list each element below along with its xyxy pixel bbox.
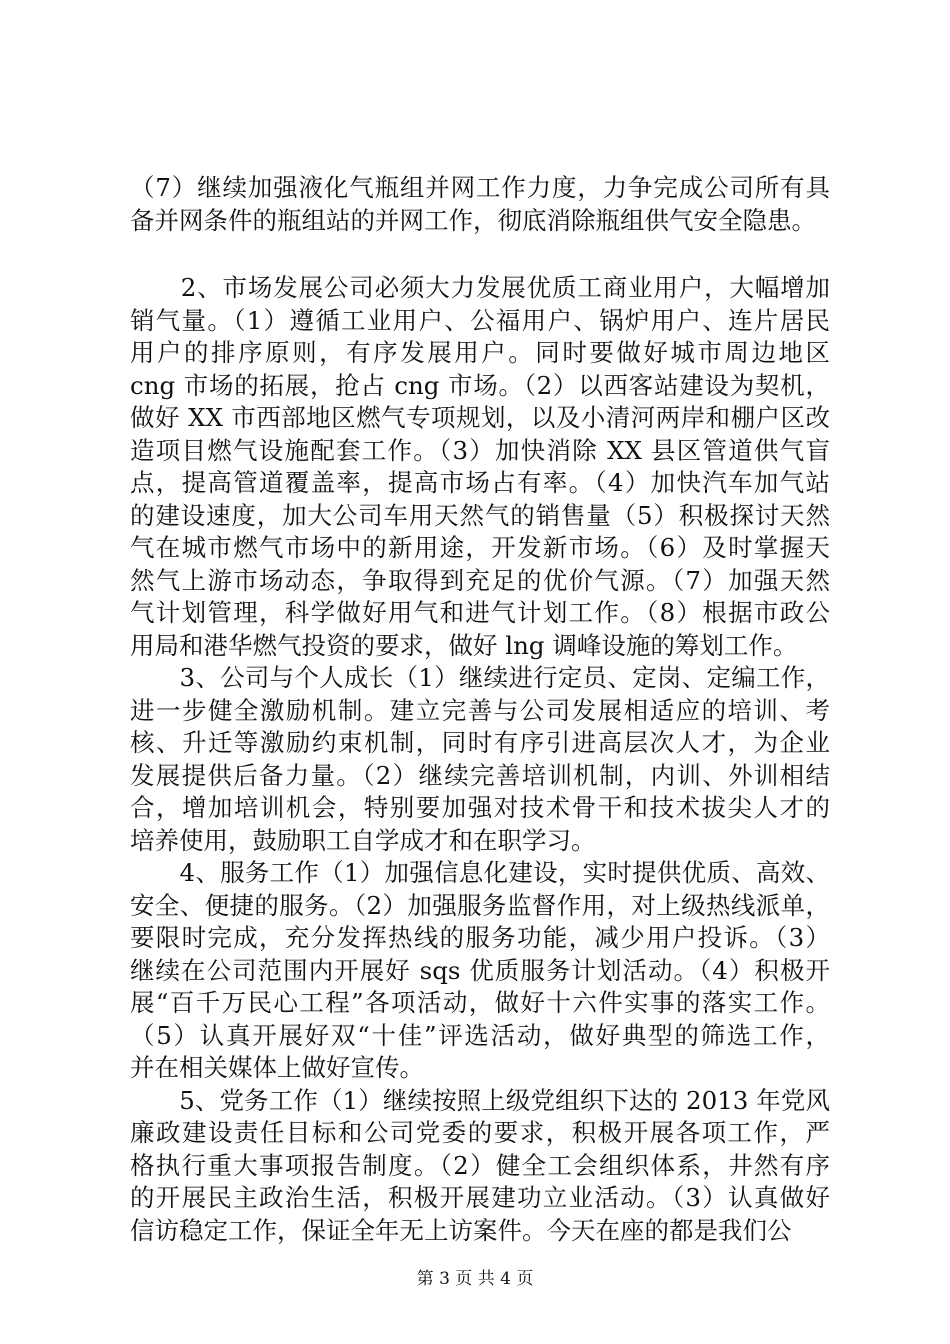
text-line: 备并网条件的瓶组站的并网工作，彻底消除瓶组供气安全隐患。	[130, 205, 816, 235]
text-line: 信访稳定工作，保证全年无上访案件。今天在座的都是我们公	[130, 1215, 792, 1245]
text-line: （5）认真开展好双“十佳”评选活动，做好典型的筛选工作，	[130, 1020, 830, 1050]
text-line: 4、服务工作（1）加强信息化建设，实时提供优质、高效、	[130, 858, 830, 887]
text-line: 用户的排序原则，有序发展用户。同时要做好城市周边地区	[130, 338, 830, 367]
text-line: 进一步健全激励机制。建立完善与公司发展相适应的培训、考	[130, 695, 830, 725]
text-line: 点，提高管道覆盖率，提高市场占有率。（4）加快汽车加气站	[130, 468, 830, 497]
text-line: 气计划管理，科学做好用气和进气计划工作。（8）根据市政公	[130, 598, 830, 627]
page-footer: 第 3 页 共 4 页	[416, 1269, 534, 1289]
text-line: 用局和港华燃气投资的要求，做好 lng 调峰设施的筹划工作。	[130, 630, 798, 660]
text-line: 并在相关媒体上做好宣传。	[130, 1053, 424, 1082]
text-line: 培养使用，鼓励职工自学成才和在职学习。	[130, 825, 596, 855]
text-line: 做好 XX 市西部地区燃气专项规划，以及小清河两岸和棚户区改	[130, 403, 830, 432]
text-line: 发展提供后备力量。（2）继续完善培训机制，内训、外训相结	[130, 760, 830, 790]
text-line: 3、公司与个人成长（1）继续进行定员、定岗、定编工作，	[130, 663, 830, 692]
text-line: 安全、便捷的服务。（2）加强服务监督作用，对上级热线派单，	[130, 890, 830, 920]
document-body	[130, 172, 830, 1247]
text-line: 的建设速度，加大公司车用天然气的销售量（5）积极探讨天然	[130, 500, 830, 530]
text-line: （7）继续加强液化气瓶组并网工作力度，力争完成公司所有具	[130, 173, 830, 202]
text-line: 销气量。（1）遵循工业用户、公福用户、锅炉用户、连片居民	[130, 305, 830, 335]
text-line: 的开展民主政治生活，积极开展建功立业活动。（3）认真做好	[130, 1183, 830, 1212]
text-line: 要限时完成，充分发挥热线的服务功能，减少用户投诉。（3）	[130, 923, 830, 952]
text-line: 然气上游市场动态，争取得到充足的优价气源。（7）加强天然	[130, 565, 830, 595]
text-line: 合，增加培训机会，特别要加强对技术骨干和技术拔尖人才的	[130, 793, 830, 822]
text-line: 廉政建设责任目标和公司党委的要求，积极开展各项工作，严	[130, 1118, 830, 1147]
text-line: 气在城市燃气市场中的新用途，开发新市场。（6）及时掌握天	[130, 533, 830, 562]
paragraph-gap	[130, 237, 830, 272]
text-line: cng 市场的拓展，抢占 cng 市场。（2）以西客站建设为契机，	[130, 370, 830, 400]
text-line: 造项目燃气设施配套工作。（3）加快消除 XX 县区管道供气盲	[130, 435, 830, 465]
text-line: 展“百千万民心工程”各项活动，做好十六件实事的落实工作。	[130, 988, 830, 1017]
text-line: 2、市场发展公司必须大力发展优质工商业用户，大幅增加	[130, 273, 830, 302]
text-line: 5、党务工作（1）继续按照上级党组织下达的 2013 年党风	[130, 1085, 830, 1115]
text-line: 核、升迁等激励约束机制，同时有序引进高层次人才，为企业	[130, 728, 830, 757]
text-line: 格执行重大事项报告制度。（2）健全工会组织体系，井然有序	[130, 1150, 830, 1180]
text-line: 继续在公司范围内开展好 sqs 优质服务计划活动。（4）积极开	[130, 955, 830, 985]
